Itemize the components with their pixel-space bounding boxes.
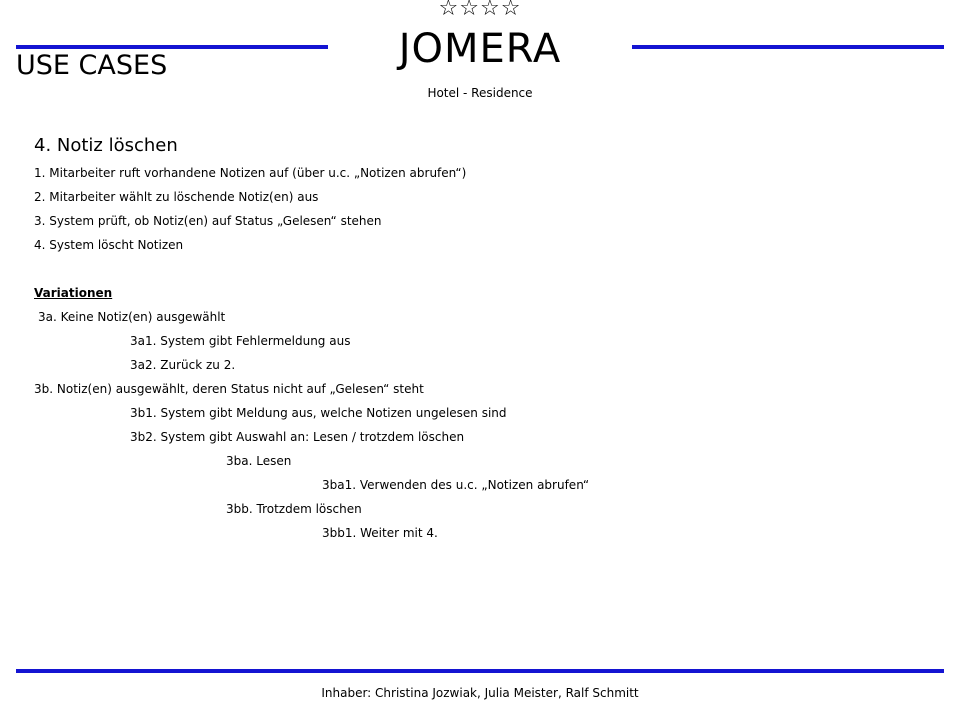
variations-label: Variationen: [34, 286, 113, 300]
variation-line: 3ba. Lesen: [226, 454, 292, 468]
header-rule-left: [16, 45, 328, 49]
variation-line: 3bb1. Weiter mit 4.: [322, 526, 438, 540]
variation-line: 3bb. Trotzdem löschen: [226, 502, 362, 516]
brand-subtitle: Hotel - Residence: [427, 86, 533, 100]
step-line: 3. System prüft, ob Notiz(en) auf Status „Gelesen“ stehen: [34, 214, 382, 228]
variation-line: 3a. Keine Notiz(en) ausgewählt: [38, 310, 226, 324]
brand-logo-text: JOMERA: [398, 26, 562, 72]
footer-owners: Inhaber: Christina Jozwiak, Julia Meister, Ralf Schmitt: [321, 686, 639, 700]
footer-rule: [16, 669, 944, 673]
variation-line: 3b2. System gibt Auswahl an: Lesen / trotzdem löschen: [130, 430, 465, 444]
variation-line: 3ba1. Verwenden des u.c. „Notizen abrufen“: [322, 478, 590, 492]
header-rule-right: [632, 45, 944, 49]
rating-stars: ☆☆☆☆: [438, 0, 522, 21]
variation-line: 3b1. System gibt Meldung aus, welche Notizen ungelesen sind: [130, 406, 507, 420]
variation-line: 3a1. System gibt Fehlermeldung aus: [130, 334, 351, 348]
variation-line: 3a2. Zurück zu 2.: [130, 358, 236, 372]
section-title: USE CASES: [16, 50, 168, 81]
use-case-heading: 4. Notiz löschen: [34, 135, 178, 156]
step-line: 1. Mitarbeiter ruft vorhandene Notizen auf (über u.c. „Notizen abrufen“): [34, 166, 467, 180]
variation-line: 3b. Notiz(en) ausgewählt, deren Status nicht auf „Gelesen“ steht: [34, 382, 424, 396]
step-line: 4. System löscht Notizen: [34, 238, 184, 252]
step-line: 2. Mitarbeiter wählt zu löschende Notiz(en) aus: [34, 190, 319, 204]
